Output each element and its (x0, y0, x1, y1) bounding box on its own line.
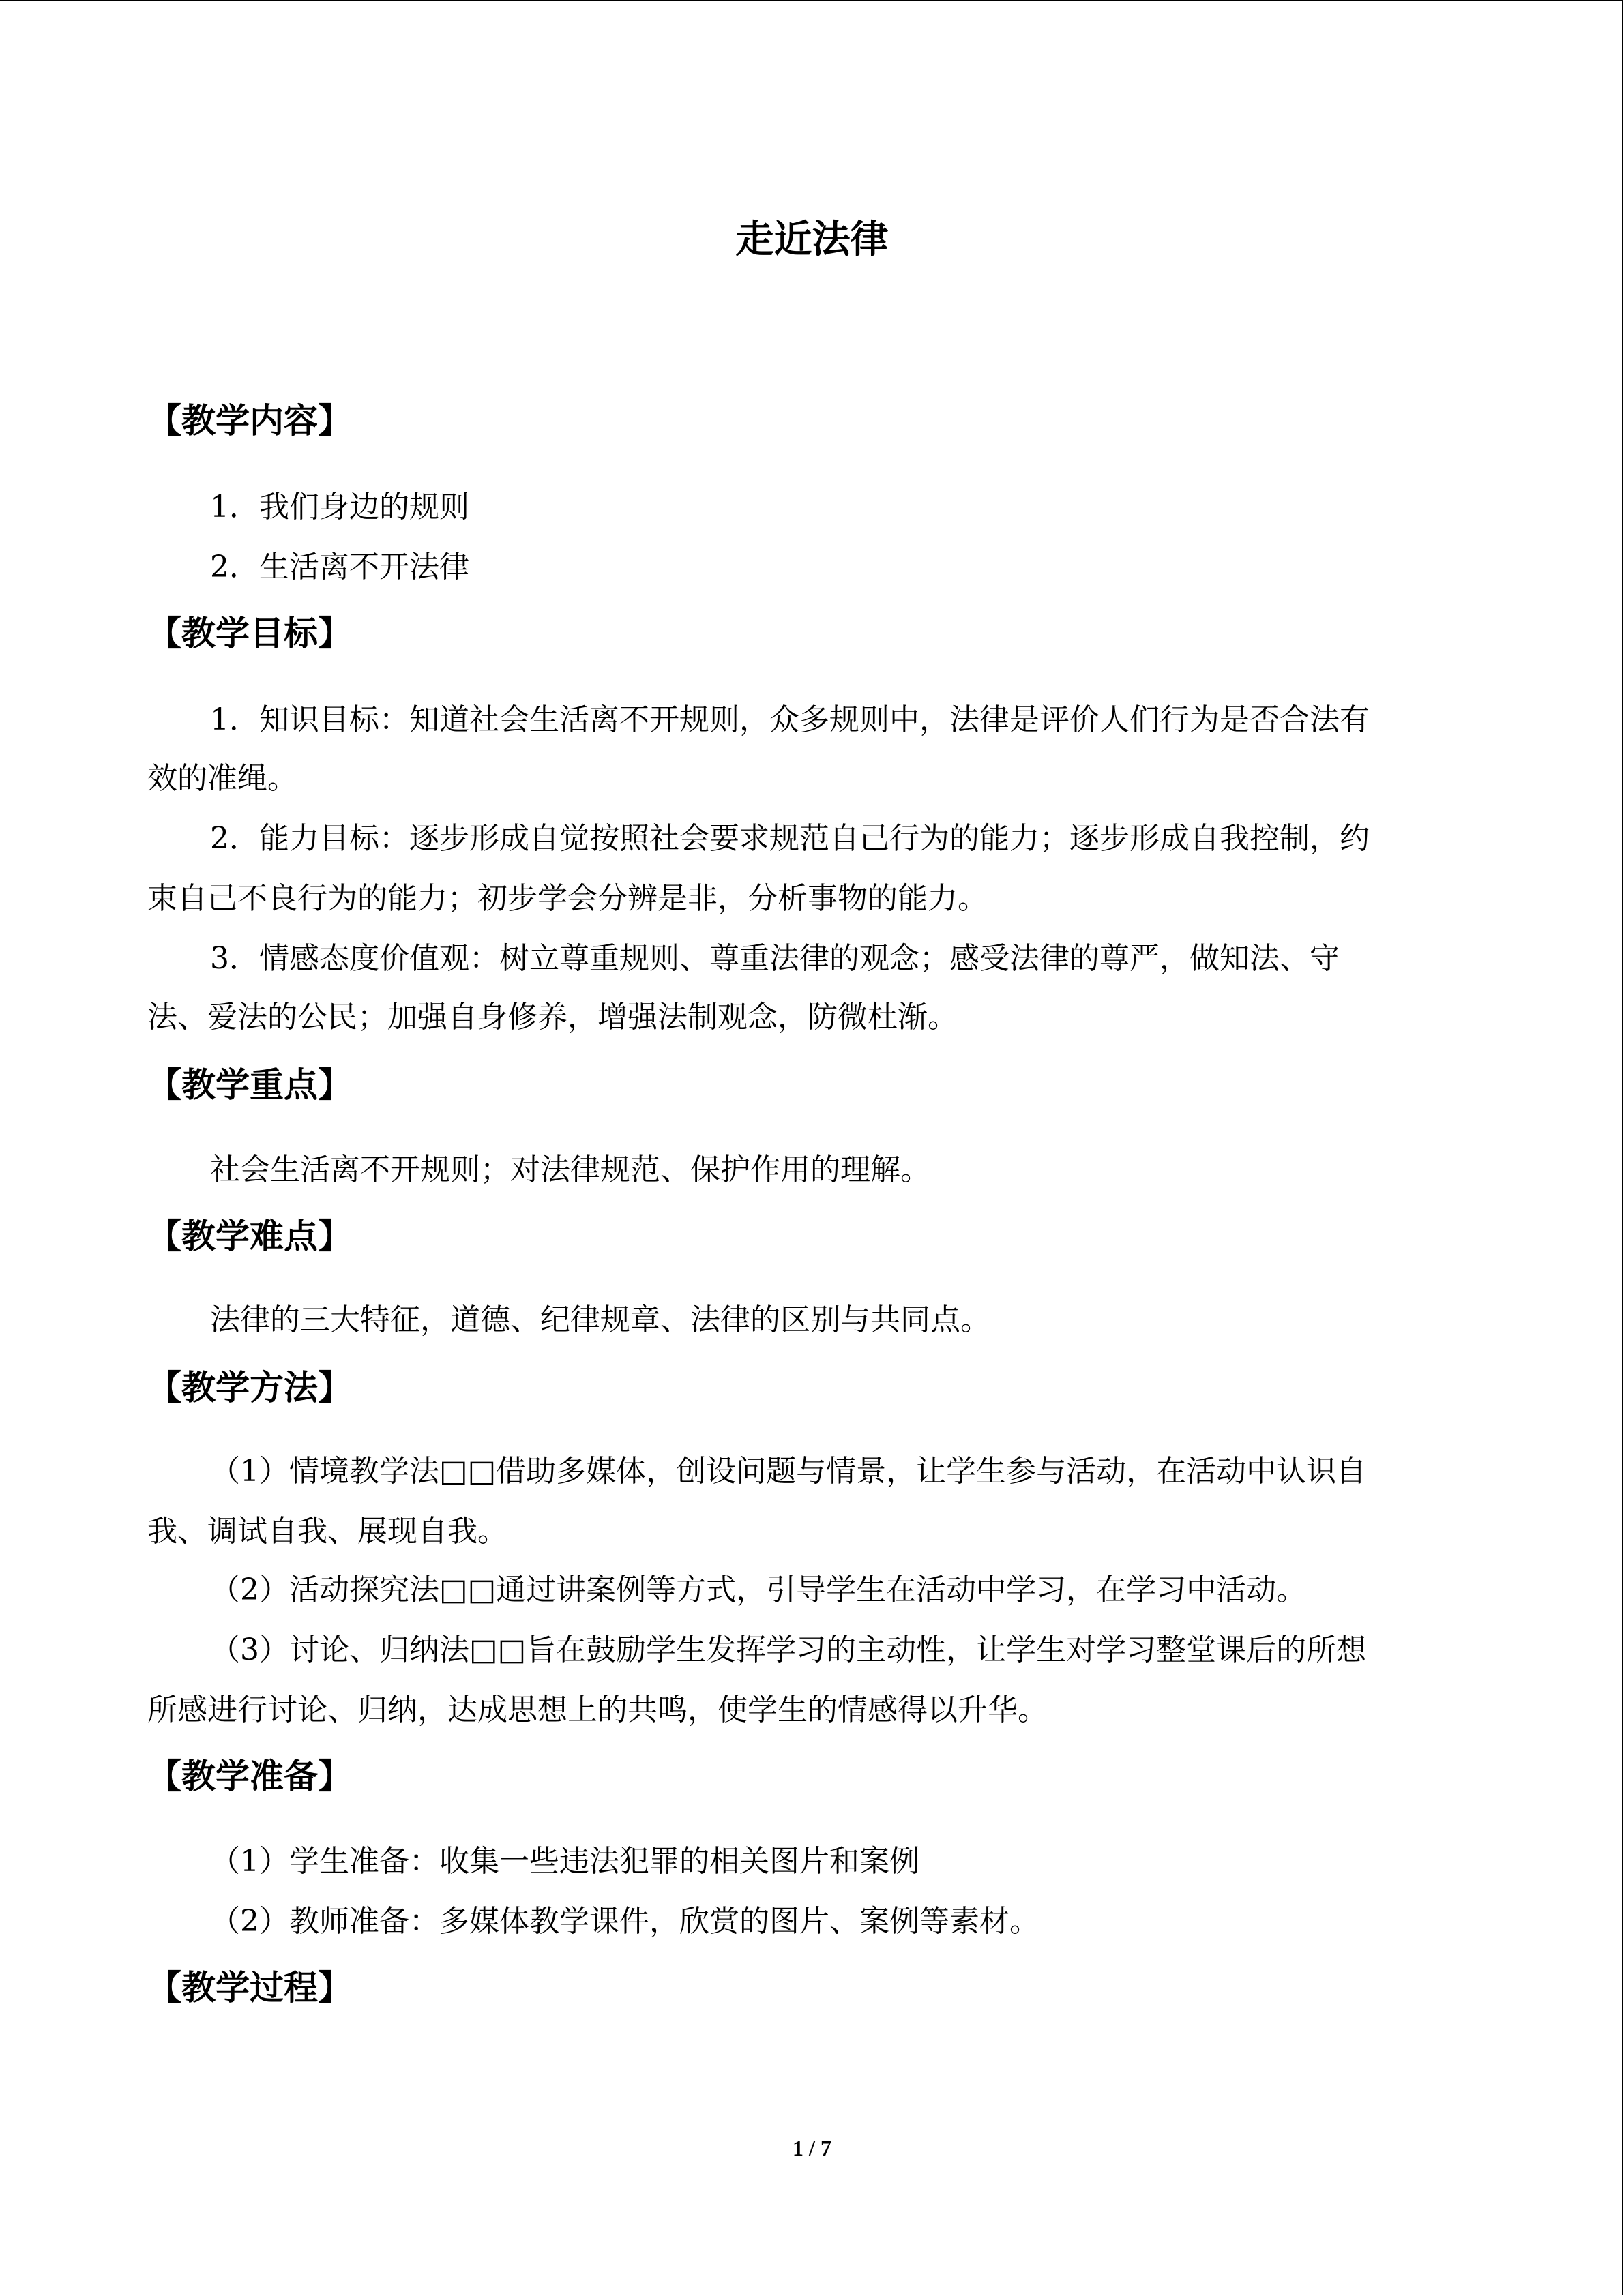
goal-line: 效的准绳。 (147, 761, 297, 796)
content-item: 1．我们身边的规则 (210, 490, 469, 524)
goal-line: 法、爱法的公民；加强自身修养，增强法制观念，防微杜渐。 (147, 1000, 958, 1034)
document-title: 走近法律 (735, 218, 889, 262)
page-number: 1 / 7 (793, 2136, 831, 2160)
section-heading-content: 【教学内容】 (147, 401, 352, 441)
section-heading-process: 【教学过程】 (147, 1968, 352, 2008)
difficulties-text: 法律的三大特征，道德、纪律规章、法律的区别与共同点。 (210, 1302, 990, 1337)
preparation-item: （1）学生准备：收集一些违法犯罪的相关图片和案例 (210, 1844, 919, 1879)
method-line: 我、调试自我、展现自我。 (147, 1514, 507, 1549)
goal-line: 2．能力目标：逐步形成自觉按照社会要求规范自己行为的能力；逐步形成自我控制，约 (210, 821, 1370, 856)
section-heading-preparation: 【教学准备】 (147, 1757, 352, 1796)
goal-line: 1．知识目标：知道社会生活离不开规则，众多规则中，法律是评价人们行为是否合法有 (210, 702, 1370, 737)
key-points-text: 社会生活离不开规则；对法律规范、保护作用的理解。 (210, 1152, 930, 1187)
preparation-item: （2）教师准备：多媒体教学课件，欣赏的图片、案例等素材。 (210, 1904, 1039, 1939)
section-heading-goals: 【教学目标】 (147, 614, 352, 653)
section-heading-methods: 【教学方法】 (147, 1368, 352, 1407)
section-heading-key-points: 【教学重点】 (147, 1065, 352, 1105)
method-line: （2）活动探究法□□通过讲案例等方式，引导学生在活动中学习，在学习中活动。 (210, 1572, 1307, 1607)
method-line: 所感进行讨论、归纳，达成思想上的共鸣，使学生的情感得以升华。 (147, 1693, 1048, 1727)
section-heading-difficulties: 【教学难点】 (147, 1217, 352, 1256)
method-line: （3）讨论、归纳法□□旨在鼓励学生发挥学习的主动性，让学生对学习整堂课后的所想 (210, 1632, 1367, 1667)
goal-line: 3．情感态度价值观：树立尊重规则、尊重法律的观念；感受法律的尊严，做知法、守 (210, 941, 1340, 976)
goal-line: 束自己不良行为的能力；初步学会分辨是非，分析事物的能力。 (147, 881, 988, 916)
content-item: 2．生活离不开法律 (210, 550, 469, 584)
method-line: （1）情境教学法□□借助多媒体，创设问题与情景，让学生参与活动，在活动中认识自 (210, 1454, 1367, 1489)
